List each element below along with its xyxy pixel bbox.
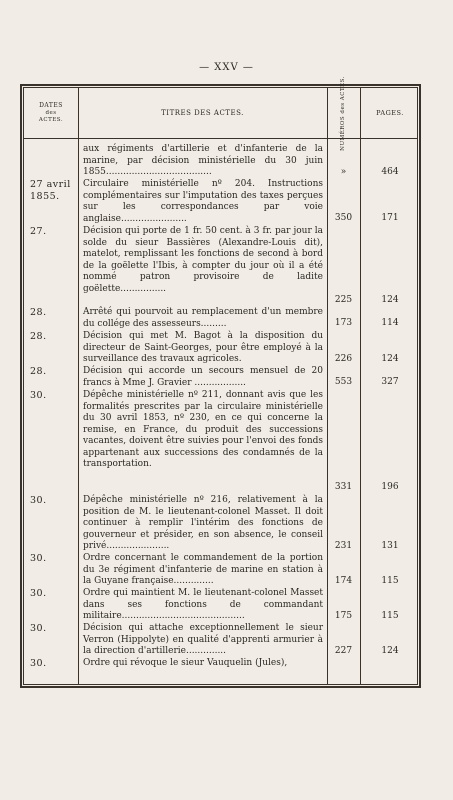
row-page: 115	[381, 611, 399, 621]
row-number: 331	[334, 482, 353, 492]
row-number: 350	[334, 213, 353, 223]
row-date: 30.	[30, 390, 47, 401]
row-title: aux régiments d'artillerie et d'infanterie de la marine, par décision ministérielle du 30 juin 1855.....................................	[83, 144, 323, 177]
row-title: Arrêté qui pourvoit au remplacement d'un membre du collége des assesseurs.........	[83, 307, 323, 329]
row-page: 124	[381, 295, 399, 305]
header-numeros-label: NUMÉROS des ACTES.	[340, 75, 347, 151]
row-title: Ordre qui maintient M. le lieutenant-colonel Masset dans ses fonctions de commandant militaire...........................................	[83, 588, 323, 621]
table-inner	[23, 75, 418, 685]
page-number: — XXV —	[199, 62, 254, 73]
row-number: 175	[334, 611, 353, 621]
row-number: 227	[334, 646, 353, 656]
row-title: Décision qui met M. Bagot à la disposition du directeur de Saint-Georges, pour être employé à la surveillance des travaux agricoles.	[83, 331, 323, 364]
row-date: 28.	[30, 307, 47, 318]
row-title: Dépêche ministérielle nº 216, relativement à la position de M. le lieutenant-colonel Masset. Il doit continuer à remplir l'intérim des fonctions de gouverneur et présider, en son absence, le conseil privé......................	[83, 495, 323, 551]
header-dates-line: des	[45, 109, 57, 116]
row-title: Ordre qui révoque le sieur Vauquelin (Jules),	[83, 658, 288, 668]
table-frame	[20, 75, 421, 688]
row-date: 30.	[30, 553, 47, 564]
header-dates	[24, 88, 78, 138]
row-title: Circulaire ministérielle nº 204. Instructions complémentaires sur l'imputation des taxes perçues sur les correspondances par voie anglaise.......................	[83, 179, 323, 224]
row-date: 30.	[30, 623, 47, 634]
row-page: 196	[381, 482, 399, 492]
table-body	[24, 138, 417, 684]
header-dates-line: DATES	[39, 102, 63, 110]
header-titles: TITRES DES ACTES.	[161, 108, 244, 117]
header-dates-line: ACTES.	[38, 116, 64, 123]
row-page: 124	[381, 646, 399, 656]
row-number: 553	[334, 377, 353, 387]
row-number: 231	[334, 541, 353, 551]
row-title: Décision qui accorde un secours mensuel de 20 francs à Mme J. Gravier ..................	[83, 366, 323, 388]
row-date: 30.	[30, 588, 47, 599]
header-numeros	[327, 75, 360, 151]
row-title: Ordre concernant le commandement de la portion du 3e régiment d'infanterie de marine en station à la Guyane française..............	[83, 553, 323, 586]
row-title: Décision qui attache exceptionnellement le sieur Verron (Hippolyte) en qualité d'apprenti armurier à la direction d'artillerie..............	[83, 623, 323, 656]
header-pages: PAGES.	[376, 108, 404, 117]
row-date: 28.	[30, 366, 47, 377]
row-number: 173	[334, 318, 353, 328]
row-number: 225	[334, 295, 353, 305]
row-page: 114	[381, 318, 399, 328]
row-date: 30.	[30, 495, 47, 506]
row-date: 30.	[30, 658, 47, 669]
row-page: 115	[381, 576, 399, 586]
row-page: 171	[381, 213, 399, 223]
row-page: 464	[381, 167, 399, 177]
row-title: Dépêche ministérielle nº 211, donnant avis que les formalités prescrites par la circulaire ministérielle du 30 avril 1853, nº 230, en ce qui concerne la remise, en France, du produit des successions vacantes, doivent être suivies pour l'envoi des fonds appartenant aux successions des condamnés de la transportation.	[83, 390, 323, 469]
row-page: 124	[381, 354, 399, 364]
row-number: 174	[334, 576, 353, 586]
row-date: 28.	[30, 331, 47, 342]
row-title: Décision qui porte de 1 fr. 50 cent. à 3 fr. par jour la solde du sieur Bassières (Alexandre-Louis dit), matelot, remplissant les fonctions de second à bord de la goëlette l'Ibis, à compter du jour où il a été nommé patron provisoire de ladite goëlette................	[83, 226, 323, 294]
row-number: 226	[334, 354, 353, 364]
row-page: 327	[381, 377, 399, 387]
row-date: 27.	[30, 226, 47, 237]
row-number: »	[340, 167, 347, 177]
row-page: 131	[381, 541, 399, 551]
row-date: 27 avril 1855.	[30, 179, 71, 202]
